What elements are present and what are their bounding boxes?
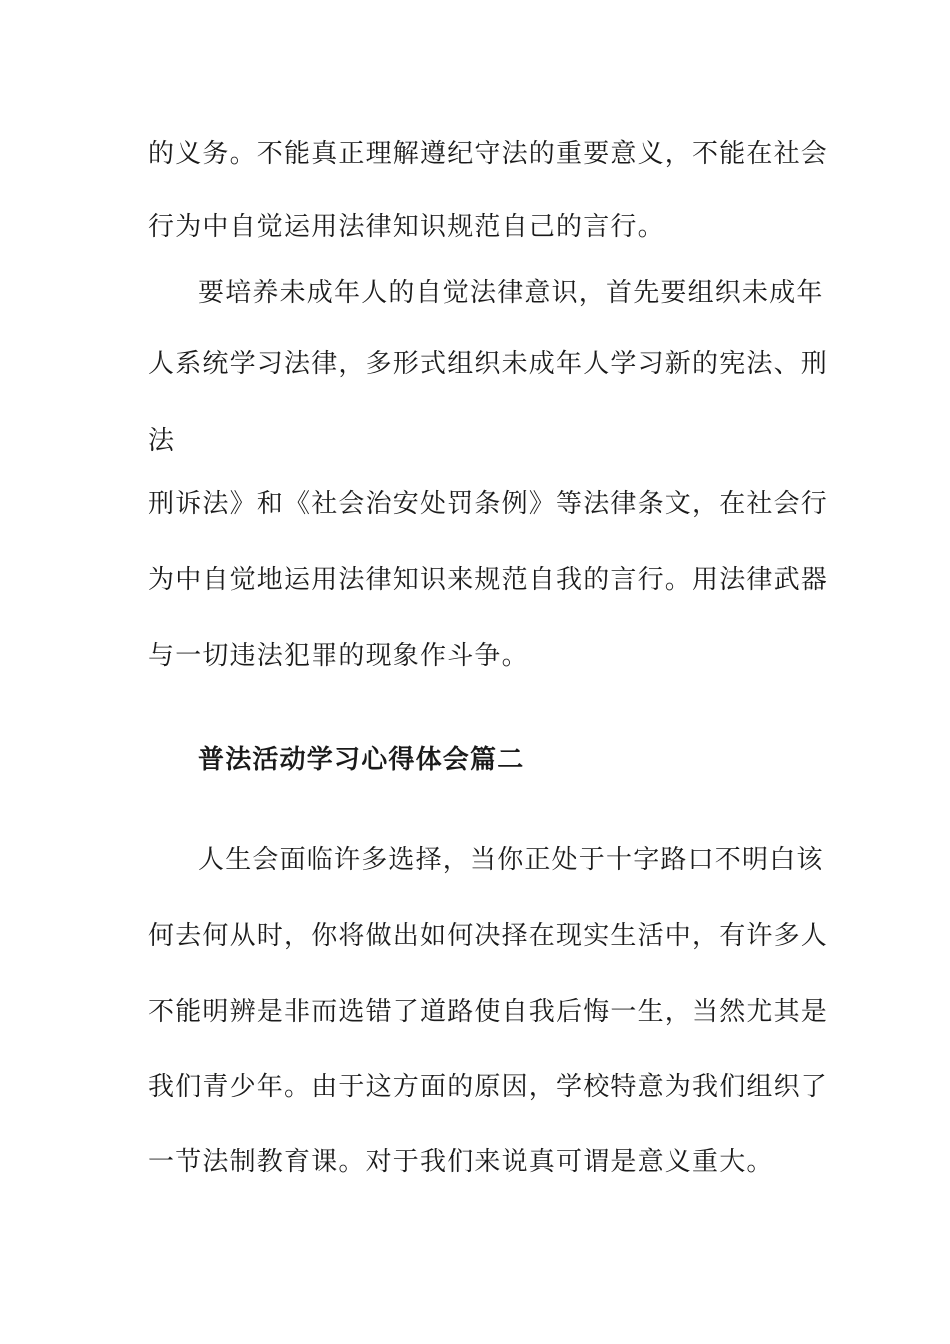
paragraph-first-line: 人生会面临许多选择，当你正处于十字路口不明白该 (198, 845, 824, 875)
text-line: 为中自觉地运用法律知识来规范自我的言行。用法律武器 (148, 565, 829, 595)
paragraph-first-line: 要培养未成年人的自觉法律意识，首先要组织未成年 (198, 278, 824, 308)
text-line: 的义务。不能真正理解遵纪守法的重要意义，不能在社会 (148, 139, 829, 169)
text-line: 人系统学习法律，多形式组织未成年人学习新的宪法、刑 (148, 349, 829, 379)
text-line: 不能明辨是非而选错了道路使自我后悔一生，当然尤其是 (148, 997, 829, 1027)
text-line: 刑诉法》和《社会治安处罚条例》等法律条文，在社会行 (148, 489, 829, 519)
text-line: 行为中自觉运用法律知识规范自己的言行。 (148, 212, 665, 242)
text-line: 我们青少年。由于这方面的原因，学校特意为我们组织了 (148, 1072, 829, 1102)
text-line: 法 (148, 426, 176, 456)
section-heading: 普法活动学习心得体会篇二 (198, 745, 525, 775)
text-line: 与一切违法犯罪的现象作斗争。 (148, 641, 529, 671)
text-line: 一节法制教育课。对于我们来说真可谓是意义重大。 (148, 1147, 774, 1177)
text-line: 何去何从时，你将做出如何决择在现实生活中，有许多人 (148, 921, 829, 951)
